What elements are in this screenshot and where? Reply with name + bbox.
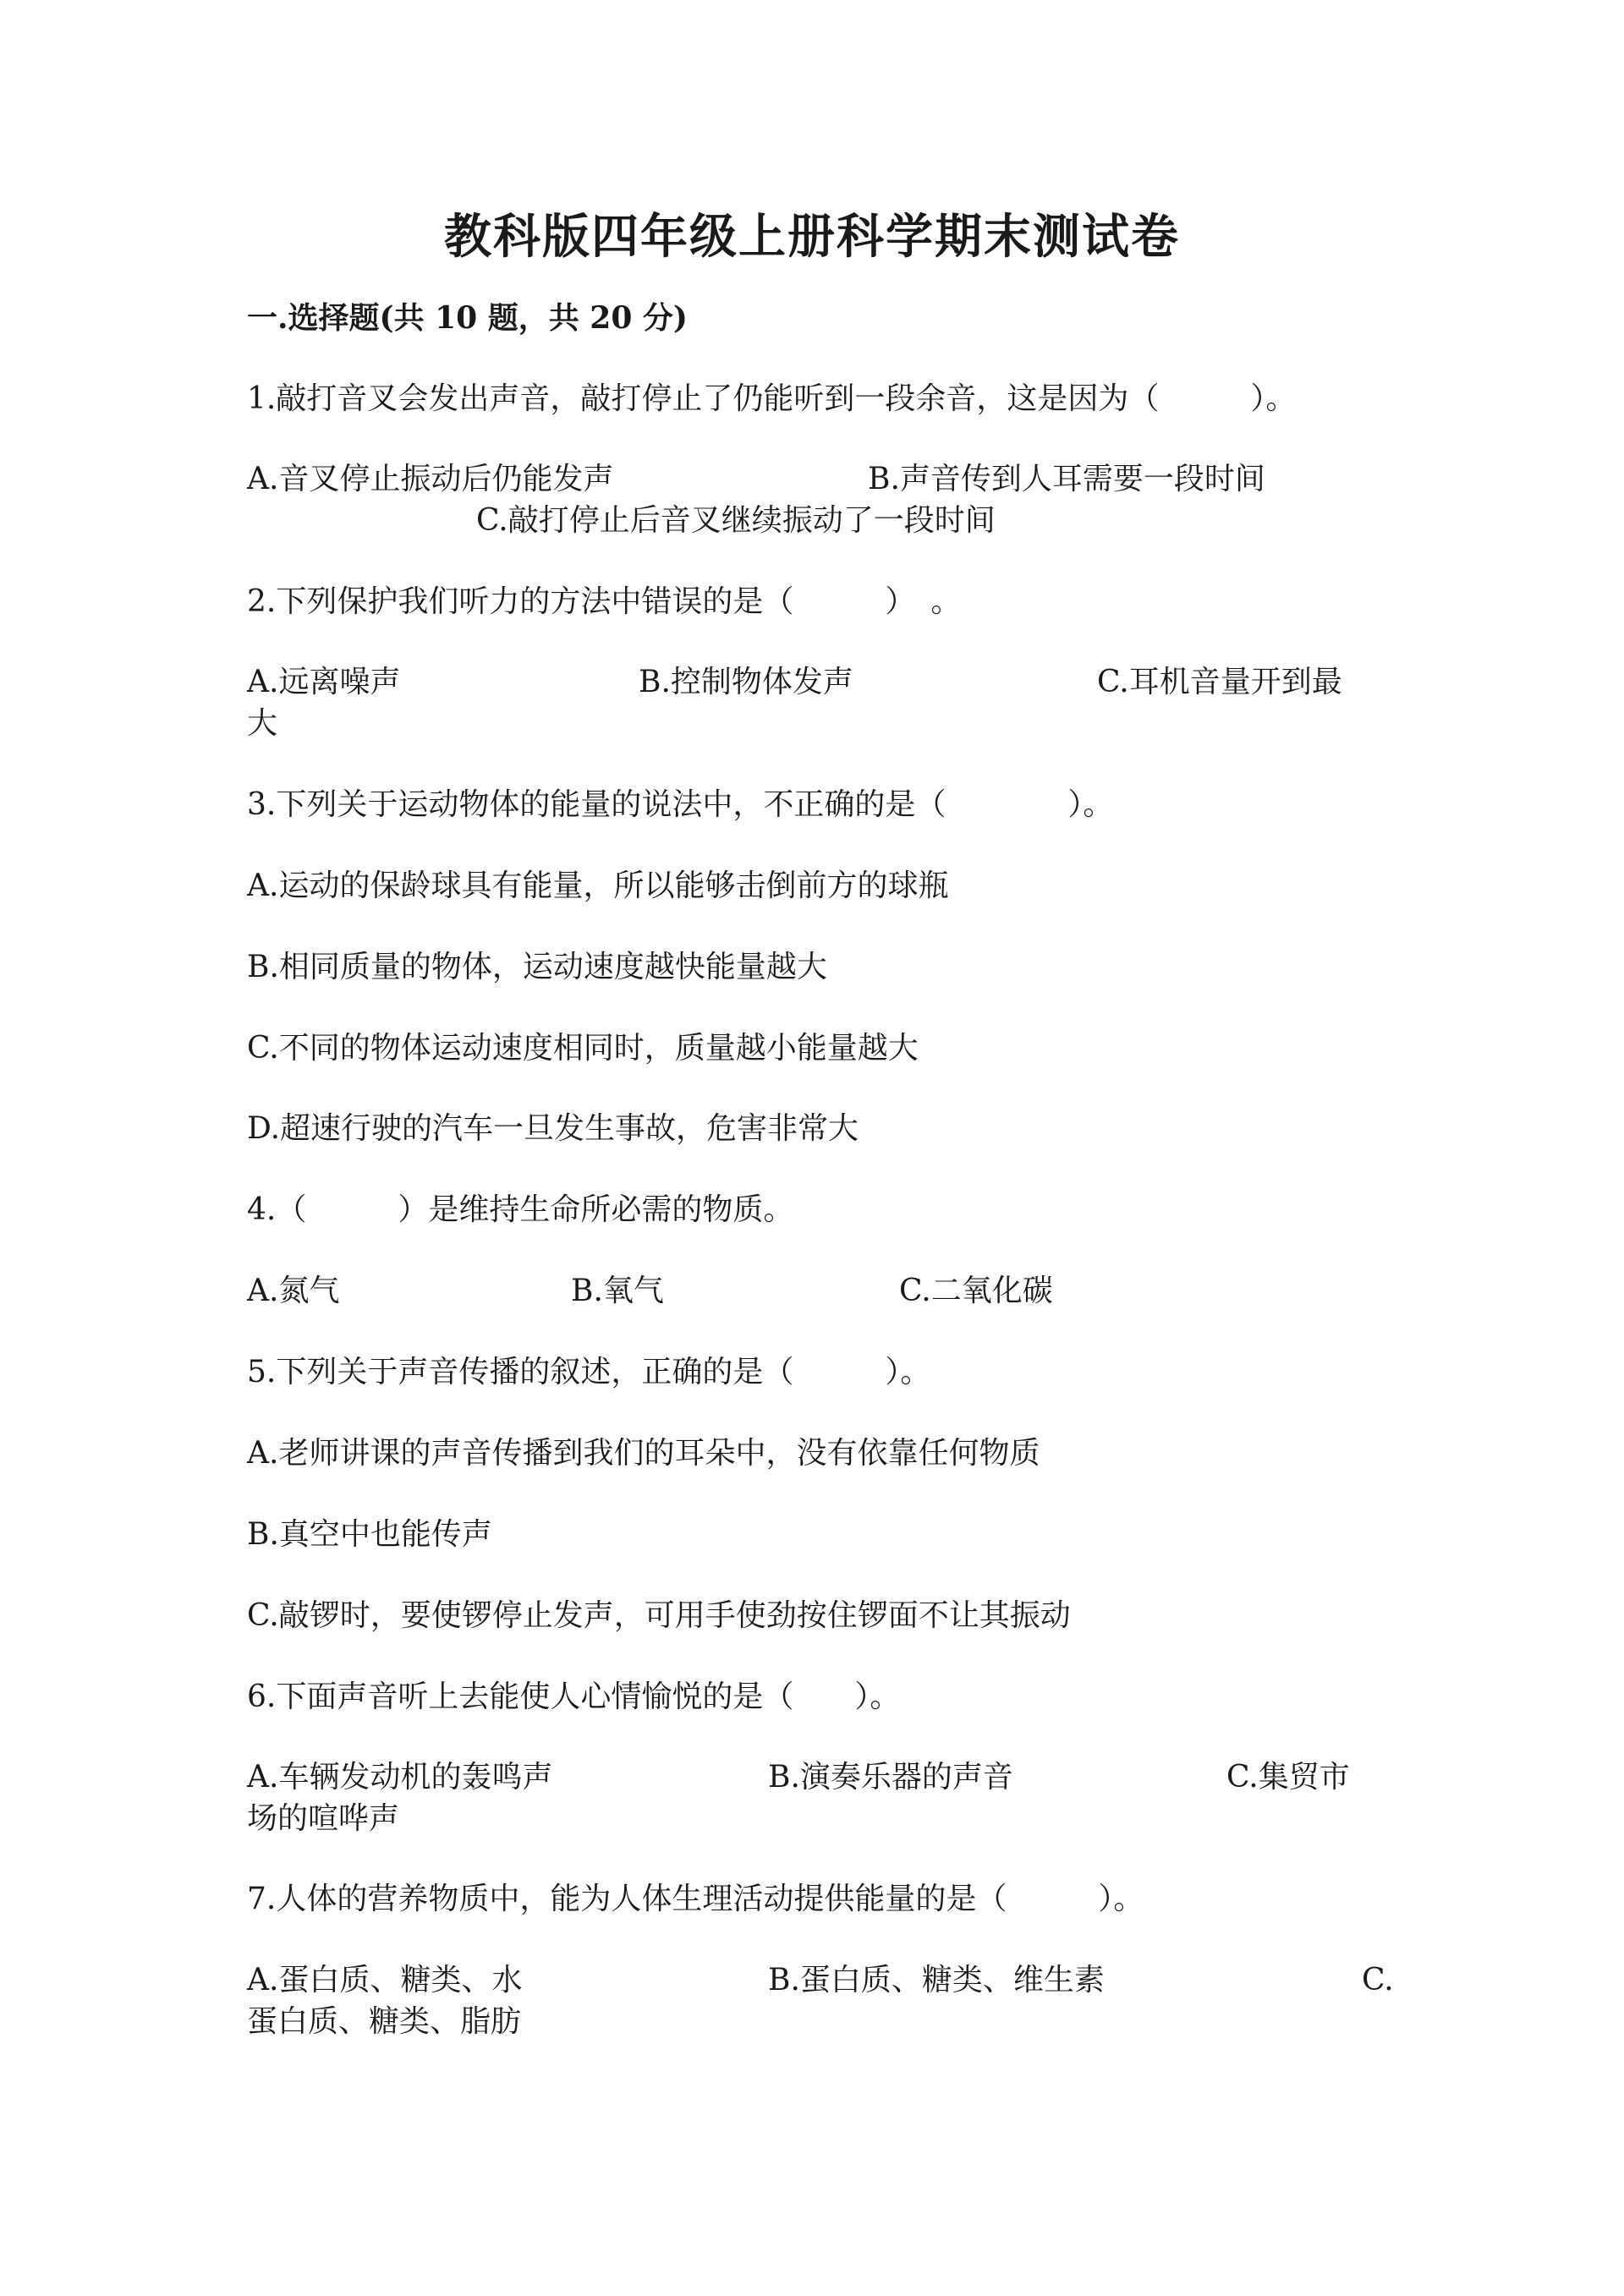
question-5-stem: 5.下列关于声音传播的叙述，正确的是（ ）。 (247, 1355, 931, 1389)
question-2-option-a: A.远离噪声 (247, 665, 401, 699)
question-7-option-a: A.蛋白质、糖类、水 (247, 1963, 523, 1997)
question-3-option-a: A.运动的保龄球具有能量，所以能够击倒前方的球瓶 (247, 869, 949, 903)
question-3-option-b: B.相同质量的物体，运动速度越快能量越大 (247, 950, 827, 984)
question-3-option-d: D.超速行驶的汽车一旦发生事故，危害非常大 (247, 1111, 859, 1146)
question-5-option-b: B.真空中也能传声 (247, 1517, 492, 1552)
question-7-stem: 7.人体的营养物质中，能为人体生理活动提供能量的是（ ）。 (247, 1882, 1144, 1916)
question-3-stem: 3.下列关于运动物体的能量的说法中，不正确的是（ ）。 (247, 787, 1114, 822)
question-5-option-a: A.老师讲课的声音传播到我们的耳朵中，没有依靠任何物质 (247, 1436, 1040, 1471)
question-6-option-b: B.演奏乐器的声音 (768, 1760, 1013, 1795)
question-1-option-b: B.声音传到人耳需要一段时间 (868, 462, 1265, 496)
question-6-option-c: C.集贸市 (1226, 1760, 1350, 1795)
question-7-option-c: C. (1362, 1963, 1394, 1997)
question-1-option-c: C.敲打停止后音叉继续振动了一段时间 (476, 503, 996, 538)
question-4-option-a: A.氮气 (247, 1274, 340, 1308)
question-6-option-c-continued: 场的喧哗声 (247, 1801, 400, 1836)
question-1-stem: 1.敲打音叉会发出声音，敲打停止了仍能听到一段余音，这是因为（ ）。 (247, 381, 1297, 416)
question-2-option-b: B.控制物体发声 (639, 665, 853, 699)
question-1-option-a: A.音叉停止振动后仍能发声 (247, 462, 614, 496)
question-5-option-c: C.敲锣时，要使锣停止发声，可用手使劲按住锣面不让其振动 (247, 1598, 1071, 1633)
question-6-stem: 6.下面声音听上去能使人心情愉悦的是（ ）。 (247, 1680, 901, 1714)
question-4-option-c: C.二氧化碳 (899, 1274, 1053, 1308)
question-4-option-b: B.氧气 (571, 1274, 664, 1308)
question-2-stem: 2.下列保护我们听力的方法中错误的是（ ） 。 (247, 584, 962, 619)
page-title: 教科版四年级上册科学期末测试卷 (444, 209, 1180, 265)
question-4-stem: 4.（ ）是维持生命所必需的物质。 (247, 1192, 794, 1227)
section-heading: 一.选择题(共 10 题，共 20 分) (247, 300, 688, 336)
question-2-option-c: C.耳机音量开到最 (1097, 665, 1342, 699)
question-6-option-a: A.车辆发动机的轰鸣声 (247, 1760, 553, 1795)
question-7-option-c-continued: 蛋白质、糖类、脂肪 (247, 2004, 522, 2039)
question-2-option-c-continued: 大 (247, 706, 278, 741)
question-3-option-c: C.不同的物体运动速度相同时，质量越小能量越大 (247, 1031, 919, 1066)
question-7-option-b: B.蛋白质、糖类、维生素 (768, 1963, 1105, 1997)
